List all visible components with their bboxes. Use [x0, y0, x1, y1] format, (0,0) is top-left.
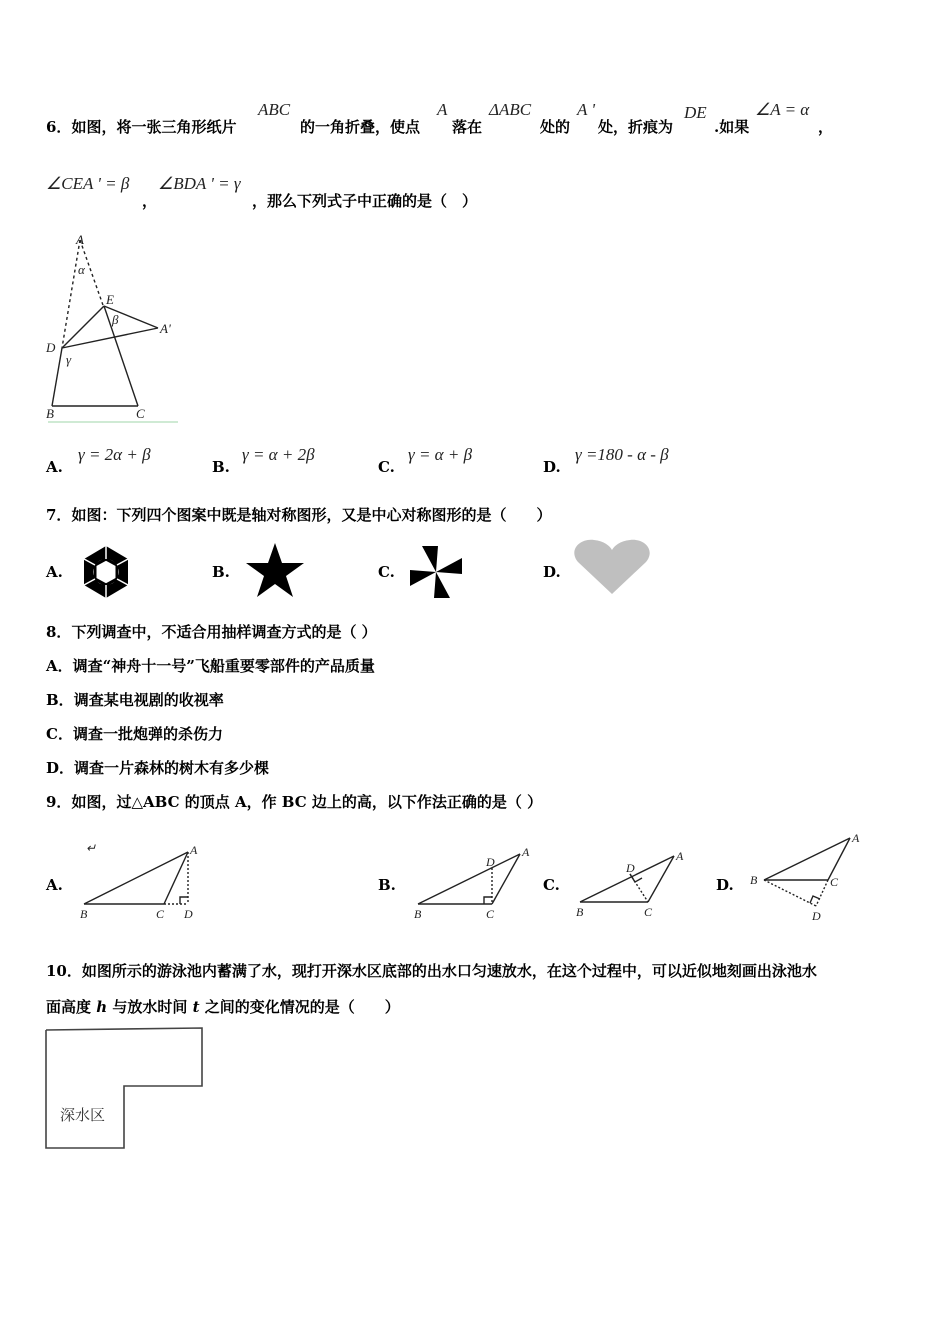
q6-option-a-formula: γ = 2α + β: [78, 445, 151, 464]
q7-option-a-label[interactable]: A.: [46, 563, 63, 581]
q6-text7: ，那么下列式子中正确的是（ ）: [252, 192, 478, 210]
q10-line1: [46, 960, 817, 981]
q6-math-cea: ∠CEA ' = β: [46, 174, 130, 193]
q9-c-label-d: D: [626, 861, 635, 875]
q6-label-gamma: γ: [66, 352, 72, 367]
q9-d-label-d: D: [812, 909, 821, 923]
q10-text2b: 与放水时间: [107, 998, 193, 1016]
q9-b-label-b: B: [414, 907, 422, 921]
q6-text6: .如果: [714, 118, 750, 136]
q6-option-d-label[interactable]: D.: [543, 458, 561, 476]
q6-math-aprime: A ': [577, 100, 595, 119]
q8-stem: [46, 621, 377, 642]
q9-c-label-a: A: [676, 849, 684, 863]
q10-pool-label: 深水区: [60, 1106, 106, 1124]
q7-option-d-label[interactable]: D.: [543, 563, 561, 581]
q10-var-t: t: [192, 998, 200, 1016]
q9-a-mark: ↵: [86, 841, 97, 855]
q6-da: [62, 328, 158, 348]
q9-a-label-c: C: [156, 907, 165, 921]
q8-option-b-label: B．: [46, 691, 74, 709]
q9-option-c-figure: [572, 842, 692, 922]
q6-text4: 处的: [540, 118, 571, 136]
q8-option-d-text: 调查一片森林的树木有多少棵: [74, 759, 270, 777]
q9-d-label-a: A: [852, 831, 860, 845]
q6-text2: 的一角折叠，使点: [300, 118, 421, 136]
q6-label-d: D: [46, 340, 56, 355]
q9-b-label-c: C: [486, 907, 495, 921]
q9-text: 如图，过△ABC 的顶点 A，作 BC 边上的高，以下作法正确的是（ ）: [71, 793, 543, 811]
q10-number: 10．: [46, 962, 82, 980]
q6-option-d-formula: γ =180 - α - β: [575, 445, 669, 464]
q6-math-bda: ∠BDA ' = γ: [158, 174, 241, 193]
q9-stem: [46, 791, 542, 812]
q9-option-b-figure: [410, 840, 540, 922]
q6-math-de: DE: [684, 103, 707, 122]
q10-pool-figure: [42, 1024, 212, 1154]
q6-figure: [40, 228, 190, 428]
q8-option-b[interactable]: [46, 689, 224, 710]
q7-option-c-pinwheel-icon: [408, 544, 464, 600]
q9-a-label-b: B: [80, 907, 88, 921]
q9-option-d-label[interactable]: D.: [716, 876, 734, 894]
q8-option-d-label: D．: [46, 759, 75, 777]
q8-option-b-text: 调查某电视剧的收视率: [73, 691, 224, 709]
q6-text1: 如图，将一张三角形纸片: [71, 118, 237, 136]
q6-option-c-label[interactable]: C.: [378, 458, 395, 476]
q7-option-a-hexagon-icon: [78, 544, 134, 600]
q6-label-b: B: [46, 406, 54, 421]
q7-text: 如图：下列四个图案中既是轴对称图形，又是中心对称图形的是（ ）: [71, 506, 552, 524]
q7-number: 7．: [46, 506, 72, 524]
q6-math-abc: ABC: [258, 100, 291, 119]
q9-option-b-label[interactable]: B.: [378, 876, 396, 894]
q8-option-c-text: 调查一批炮弹的杀伤力: [72, 725, 223, 743]
q9-a-label-a: A: [190, 843, 198, 857]
q8-text: 下列调查中，不适合用抽样调查方式的是（ ）: [71, 623, 377, 641]
q10-text2a: 面高度: [46, 998, 97, 1016]
q9-number: 9．: [46, 793, 72, 811]
q6-number: 6．: [46, 118, 72, 136]
q7-option-d-heart-icon: [572, 538, 652, 596]
q7-stem: [46, 504, 551, 525]
q6-label-c: C: [136, 406, 145, 421]
q9-a-label-d: D: [184, 907, 193, 921]
q10-var-h: h: [96, 998, 108, 1016]
q6-option-c-formula: γ = α + β: [408, 445, 473, 464]
q6-label-a: A: [76, 232, 84, 247]
q9-c-label-c: C: [644, 905, 653, 919]
q9-option-a-figure: [76, 840, 216, 922]
q6-option-b-formula: γ = α + 2β: [242, 445, 315, 464]
q7-option-c-label[interactable]: C.: [378, 563, 395, 581]
q6-label-e: E: [106, 292, 114, 307]
q8-option-a[interactable]: [46, 655, 375, 676]
q10-text1: 如图所示的游泳池内蓄满了水，现打开深水区底部的出水口匀速放水，在这个过程中，可以近似地刻画出泳池水: [81, 962, 817, 980]
q9-b-label-a: A: [522, 845, 530, 859]
q6-option-a-label[interactable]: A.: [46, 458, 63, 476]
q8-option-c-label: C．: [46, 725, 73, 743]
q6-ec: [104, 306, 138, 406]
q6-label-aprime: A': [160, 321, 171, 336]
q6-label-alpha: α: [78, 262, 85, 277]
q6-comma: ，: [818, 118, 834, 136]
q10-line2: [46, 996, 400, 1017]
q8-option-a-label: A．: [46, 657, 73, 675]
q8-option-d[interactable]: [46, 757, 269, 778]
q7-option-b-star-icon: [244, 541, 306, 599]
q8-option-c[interactable]: [46, 723, 223, 744]
q9-c-label-b: B: [576, 905, 584, 919]
q8-option-a-text: 调查“神舟十一号”飞船重要零部件的产品质量: [72, 657, 375, 675]
q6-text5: 处，折痕为: [598, 118, 674, 136]
q6-line1: [46, 116, 236, 137]
q6-label-beta: β: [112, 312, 119, 327]
q10-pool-outline: [46, 1028, 202, 1148]
q9-option-a-label[interactable]: A.: [46, 876, 63, 894]
q9-d-label-c: C: [830, 875, 839, 889]
q9-option-d-figure: [748, 828, 872, 924]
q10-text2c: 之间的变化情况的是（ ）: [199, 998, 400, 1016]
q6-math-a: A: [437, 100, 448, 119]
q9-option-c-label[interactable]: C.: [543, 876, 560, 894]
q6-option-b-label[interactable]: B.: [212, 458, 230, 476]
q6-math-angle-a: ∠A = α: [755, 100, 810, 119]
q6-db: [52, 348, 62, 406]
q8-number: 8．: [46, 623, 72, 641]
q6-comma2: ，: [142, 192, 158, 210]
q6-math-tri: ΔABC: [489, 100, 532, 119]
q6-text3: 落在: [452, 118, 483, 136]
q7-option-b-label[interactable]: B.: [212, 563, 230, 581]
q9-b-label-d: D: [486, 855, 495, 869]
q9-d-label-b: B: [750, 873, 758, 887]
